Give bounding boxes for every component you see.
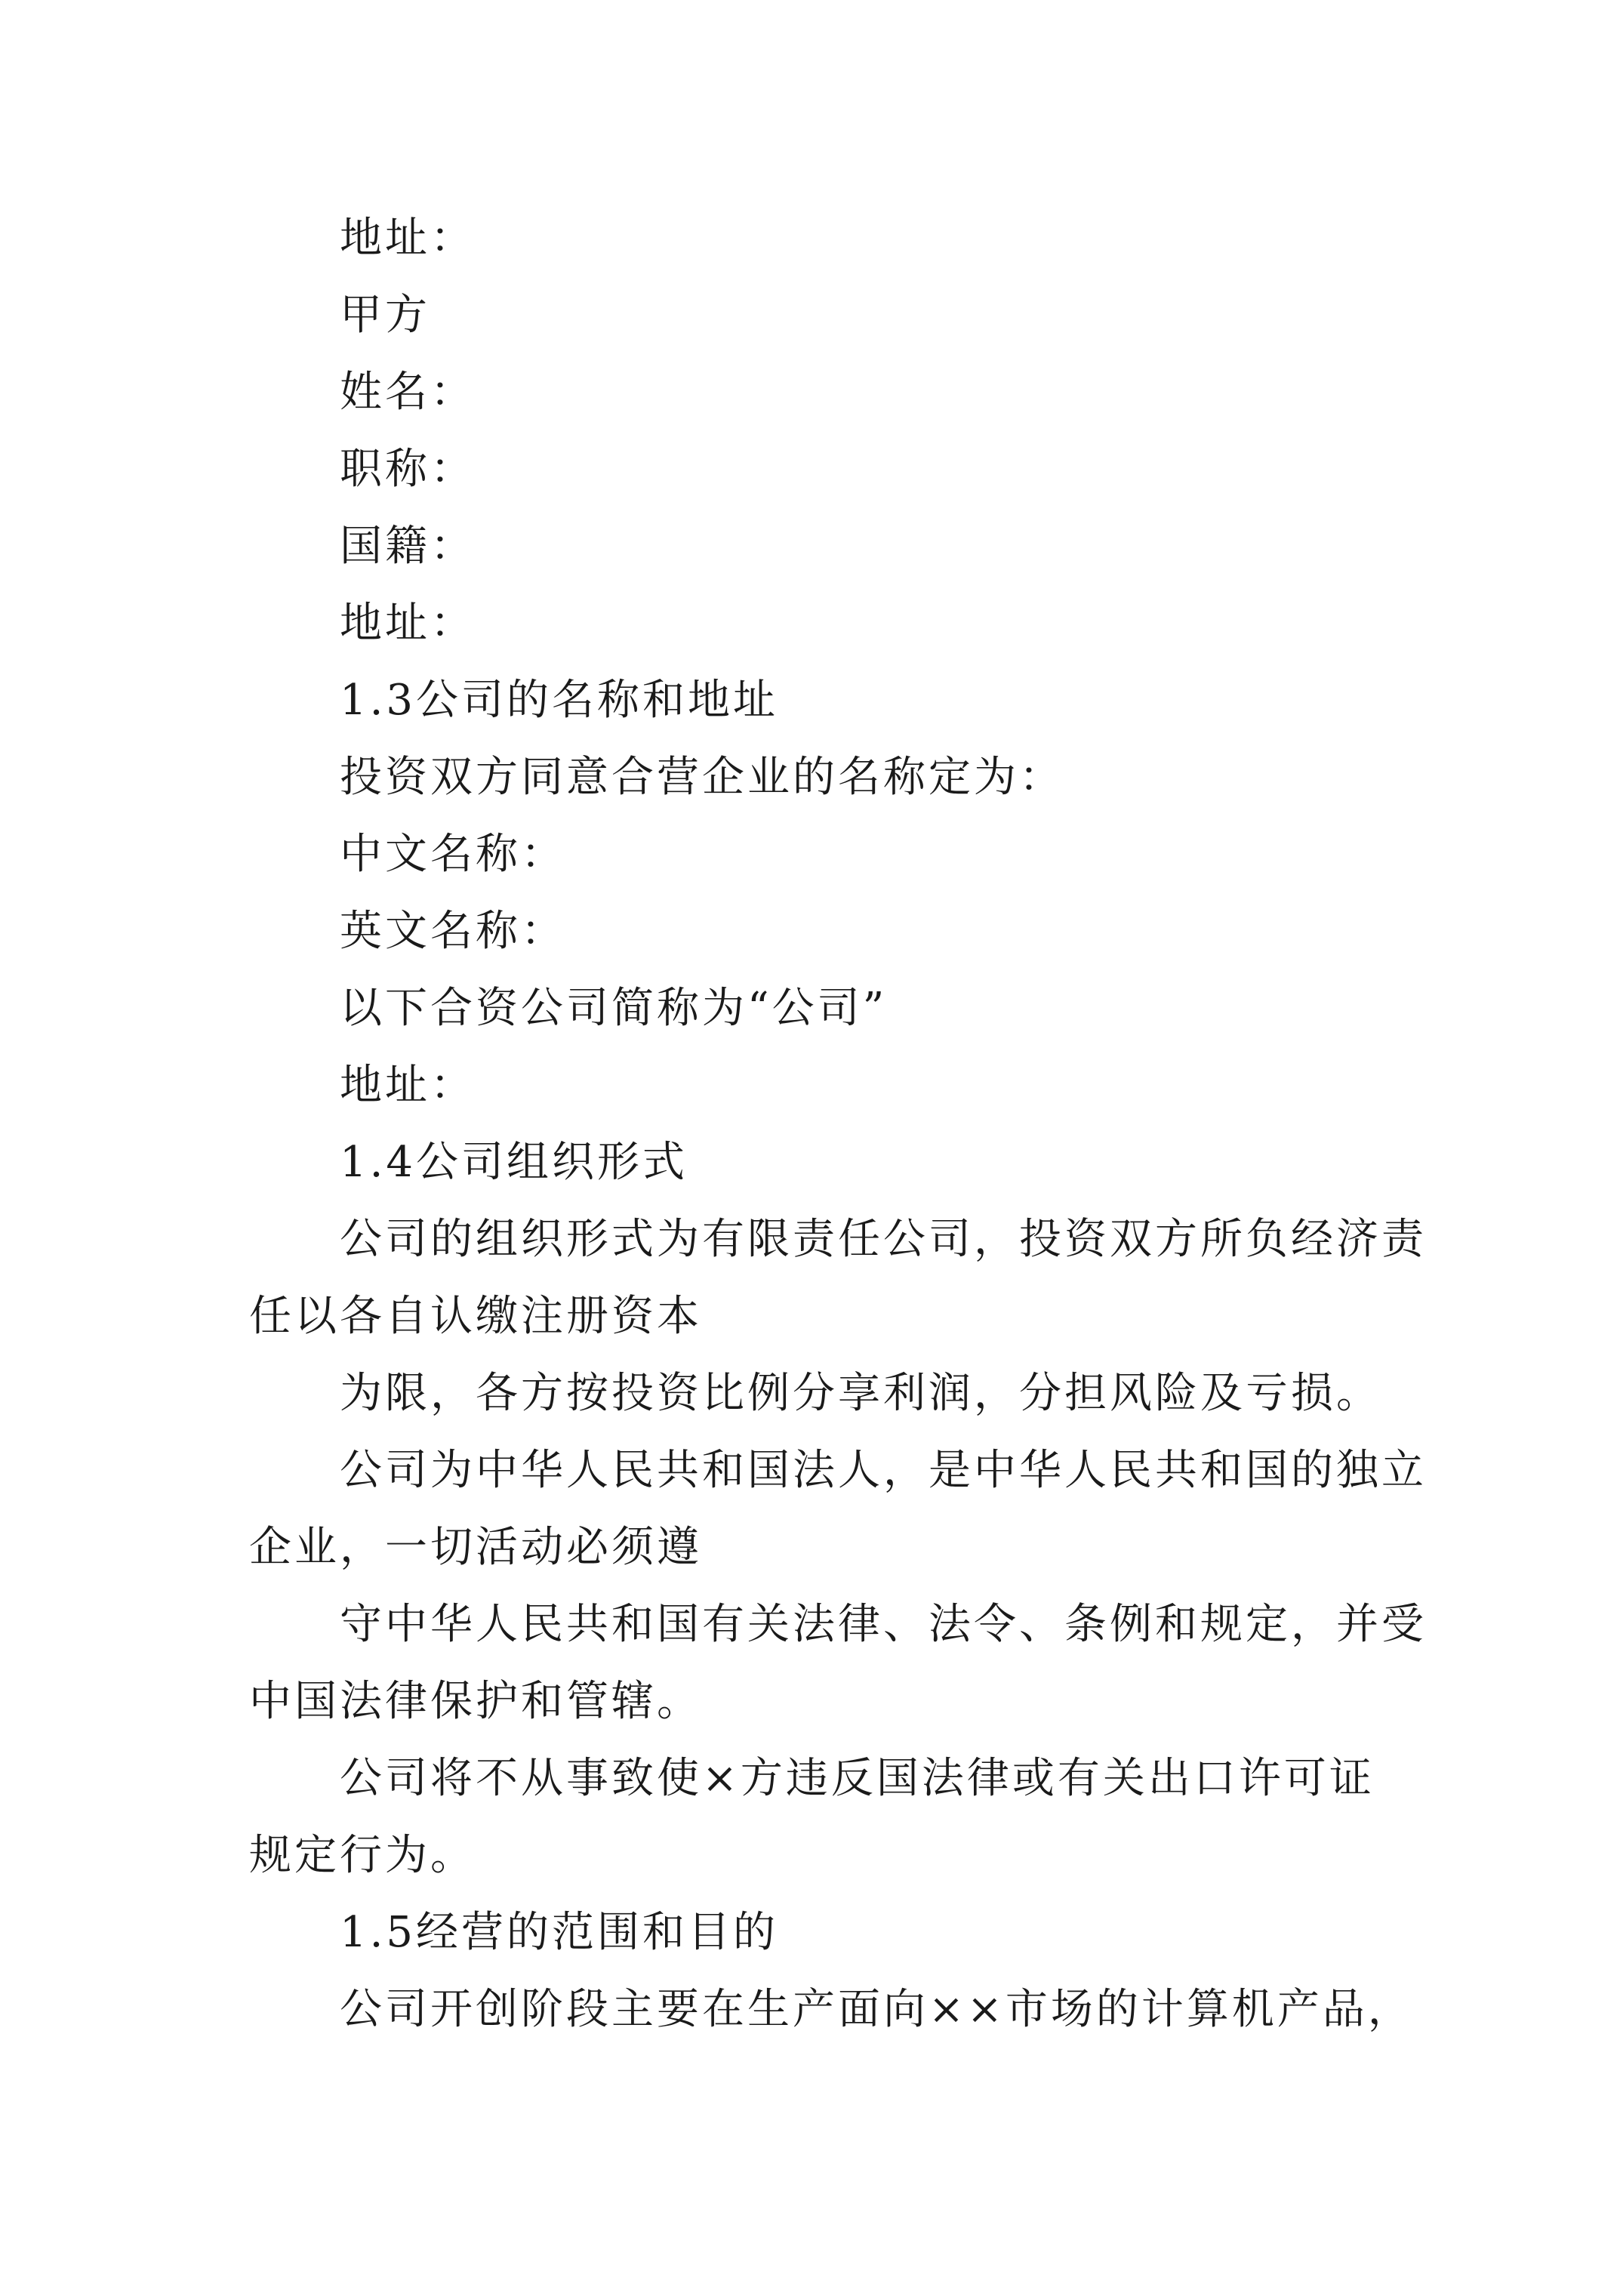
paragraph-line: 规定行为。 xyxy=(249,1831,476,1880)
title-label: 职称： xyxy=(340,445,476,494)
nationality-label: 国籍： xyxy=(340,522,476,571)
paragraph-line: 公司的组织形式为有限责任公司，投资双方所负经济责 xyxy=(340,1215,1427,1264)
section-1-5-heading: 1.5经营的范围和目的 xyxy=(340,1908,779,1957)
paragraph-line: 企业，一切活动必须遵 xyxy=(249,1523,702,1572)
address-label-3: 地址： xyxy=(340,1061,476,1110)
english-name-label: 英文名称： xyxy=(340,907,566,956)
paragraph-line: 以下合资公司简称为“公司” xyxy=(340,984,888,1033)
section-1-3-heading: 1.3公司的名称和地址 xyxy=(340,676,779,725)
document-body xyxy=(249,200,1427,2048)
section-1-4-heading: 1.4公司组织形式 xyxy=(340,1138,688,1187)
chinese-name-label: 中文名称： xyxy=(340,830,566,879)
address-label-1: 地址： xyxy=(340,214,476,263)
name-label: 姓名： xyxy=(340,368,476,417)
paragraph-line: 投资双方同意合营企业的名称定为： xyxy=(340,753,1064,802)
paragraph-line: 公司将不从事致使×方违反国法律或有关出口许可证 xyxy=(340,1754,1375,1803)
paragraph-line: 公司为中华人民共和国法人，是中华人民共和国的独立 xyxy=(340,1446,1427,1495)
party-a-heading: 甲方 xyxy=(340,291,430,340)
paragraph-line: 为限，各方按投资比例分享利润，分担风险及亏损。 xyxy=(340,1369,1381,1418)
paragraph-line: 中国法律保护和管辖。 xyxy=(249,1677,702,1726)
paragraph-line: 任以各自认缴注册资本 xyxy=(249,1292,702,1341)
paragraph-line: 公司开创阶段主要在生产面向××市场的计算机产品， xyxy=(340,1985,1413,2034)
address-label-2: 地址： xyxy=(340,599,476,648)
paragraph-line: 守中华人民共和国有关法律、法令、条例和规定，并受 xyxy=(340,1600,1427,1649)
